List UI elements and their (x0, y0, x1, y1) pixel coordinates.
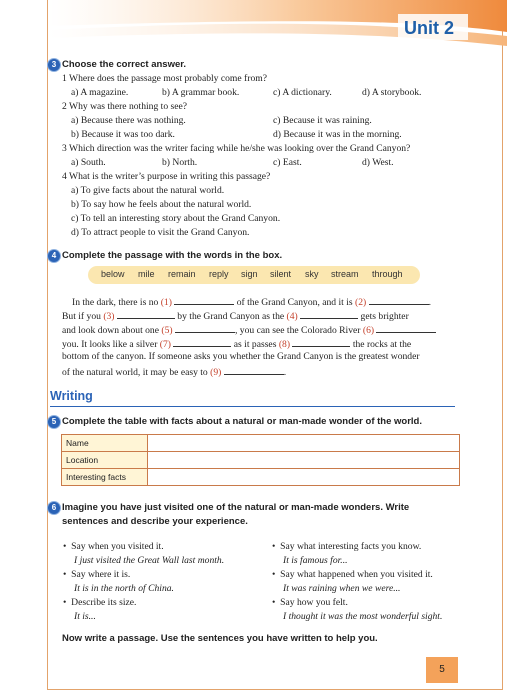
blank-number-8: (8) (278, 339, 291, 350)
row-label-interesting-facts: Interesting facts (62, 469, 148, 486)
exercise-5-instruction: Complete the table with facts about a natural or man-made wonder of the world. (62, 416, 422, 427)
q3-option-a: a) South. (71, 157, 106, 168)
passage-line-3 (62, 323, 460, 336)
q1-option-a: a) A magazine. (71, 87, 129, 98)
q3-option-d: d) West. (362, 157, 394, 168)
q2-option-d: d) Because it was in the morning. (273, 129, 402, 140)
q1-option-c: c) A dictionary. (273, 87, 332, 98)
prompt-text: Say how you felt. (280, 597, 348, 608)
passage-text: and look down about one (62, 325, 162, 336)
blank-9[interactable] (224, 365, 284, 375)
prompt-text: Say where it is. (71, 569, 131, 580)
example-left-2: It is in the north of China. (74, 583, 174, 594)
word-silent: silent (270, 269, 292, 279)
word-remain: remain (168, 269, 196, 279)
q3-option-c: c) East. (273, 157, 302, 168)
passage-text: as it passes (231, 339, 279, 350)
bullet-right-1: • Say what interesting facts you know. (272, 541, 422, 552)
exercise-6-number: 6 (47, 501, 61, 515)
table-row (62, 452, 460, 469)
blank-number-3: (3) (103, 311, 115, 322)
passage-line-1 (62, 295, 460, 308)
example-left-1: I just visited the Great Wall last month. (74, 555, 225, 566)
prompt-text: Describe its size. (71, 597, 137, 608)
page-number: 5 (426, 657, 458, 683)
blank-number-1: (1) (160, 297, 172, 308)
passage-text: of the natural world, it may be easy to (62, 367, 211, 378)
blank-number-6: (6) (362, 325, 375, 336)
q2-option-b: b) Because it was too dark. (71, 129, 175, 140)
blank-number-2: (2) (355, 297, 367, 308)
passage-text: by the Grand Canyon as the (174, 311, 287, 322)
blank-3[interactable] (117, 309, 175, 319)
q4-option-c: c) To tell an interesting story about the Grand Canyon. (71, 213, 281, 224)
passage-text: of the Grand Canyon, and it is (234, 297, 356, 308)
prompt-text: Say what happened when you visited it. (280, 569, 433, 580)
example-left-3: It is... (74, 611, 96, 622)
exercise-3-number: 3 (47, 58, 61, 72)
word-stream: stream (331, 269, 359, 279)
bullet-right-2: • Say what happened when you visited it. (272, 569, 433, 580)
word-mile: mile (138, 269, 155, 279)
blank-8[interactable] (292, 337, 350, 347)
q2-option-c: c) Because it was raining. (273, 115, 372, 126)
word-sky: sky (305, 269, 319, 279)
passage-text: But if you (62, 311, 104, 322)
word-box (88, 266, 420, 284)
example-right-3: I thought it was the most wonderful sight. (283, 611, 443, 622)
passage-line-5: bottom of the canyon. If someone asks you whether the Grand Canyon is the greatest wonder (62, 351, 420, 362)
question-1: 1 Where does the passage most probably come from? (62, 73, 267, 84)
bullet-left-3: • Describe its size. (63, 597, 137, 608)
passage-line-2 (62, 309, 460, 322)
passage-line-4 (62, 337, 460, 350)
blank-5[interactable] (175, 323, 235, 333)
passage-text: In the dark, there is no (72, 297, 161, 308)
prompt-text: Say when you visited it. (71, 541, 164, 552)
passage-text: you. It looks like a silver (62, 339, 160, 350)
blank-number-9: (9) (210, 367, 222, 378)
blank-7[interactable] (173, 337, 231, 347)
q1-option-d: d) A storybook. (362, 87, 422, 98)
passage-text: . (283, 367, 287, 378)
word-sign: sign (241, 269, 258, 279)
passage-text: the rocks at the (350, 339, 412, 350)
blank-1[interactable] (174, 295, 234, 305)
row-label-location: Location (62, 452, 148, 469)
q4-option-d: d) To attract people to visit the Grand Canyon. (71, 227, 250, 238)
question-3: 3 Which direction was the writer facing while he/she was looking over the Grand Canyon? (62, 143, 411, 154)
blank-number-5: (5) (161, 325, 173, 336)
q4-option-a: a) To give facts about the natural world. (71, 185, 225, 196)
passage-text: . (428, 297, 432, 308)
example-right-2: It was raining when we were... (283, 583, 401, 594)
section-heading-writing: Writing (50, 389, 93, 403)
name-cell[interactable] (148, 435, 460, 452)
table-row (62, 435, 460, 452)
blank-6[interactable] (376, 323, 436, 333)
unit-title: Unit 2 (404, 18, 455, 38)
exercise-4-instruction: Complete the passage with the words in the box. (62, 250, 283, 261)
table-row (62, 469, 460, 486)
question-2: 2 Why was there nothing to see? (62, 101, 188, 112)
q2-option-a: a) Because there was nothing. (71, 115, 186, 126)
q3-option-b: b) North. (162, 157, 198, 168)
word-reply: reply (209, 269, 229, 279)
bullet-left-2: • Say where it is. (63, 569, 131, 580)
location-cell[interactable] (148, 452, 460, 469)
section-divider (50, 406, 455, 407)
q1-option-b: b) A grammar book. (162, 87, 240, 98)
exercise-6-instruction-line-1: Imagine you have just visited one of the natural or man-made wonders. Write (62, 502, 410, 513)
blank-4[interactable] (300, 309, 358, 319)
exercise-5-number: 5 (47, 415, 61, 429)
bullet-left-1: • Say when you visited it. (63, 541, 164, 552)
blank-number-7: (7) (159, 339, 171, 350)
passage-text: , you can see the Colorado River (234, 325, 363, 336)
exercise-6-instruction-line-2: sentences and describe your experience. (62, 516, 248, 527)
word-below: below (101, 269, 125, 279)
question-4: 4 What is the writer’s purpose in writing this passage? (62, 171, 271, 182)
facts-table (61, 434, 460, 486)
row-label-name: Name (62, 435, 148, 452)
closing-instruction: Now write a passage. Use the sentences you have written to help you. (62, 633, 378, 644)
q4-option-b: b) To say how he feels about the natural world. (71, 199, 252, 210)
blank-2[interactable] (369, 295, 429, 305)
passage-text: gets brighter (358, 311, 409, 322)
word-through: through (372, 269, 403, 279)
blank-number-4: (4) (286, 311, 298, 322)
exercise-4-number: 4 (47, 249, 61, 263)
exercise-3-instruction: Choose the correct answer. (62, 59, 187, 70)
bullet-right-3: • Say how you felt. (272, 597, 348, 608)
example-right-1: It is famous for... (283, 555, 348, 566)
passage-line-6 (62, 365, 460, 378)
prompt-text: Say what interesting facts you know. (280, 541, 422, 552)
interesting-facts-cell[interactable] (148, 469, 460, 486)
